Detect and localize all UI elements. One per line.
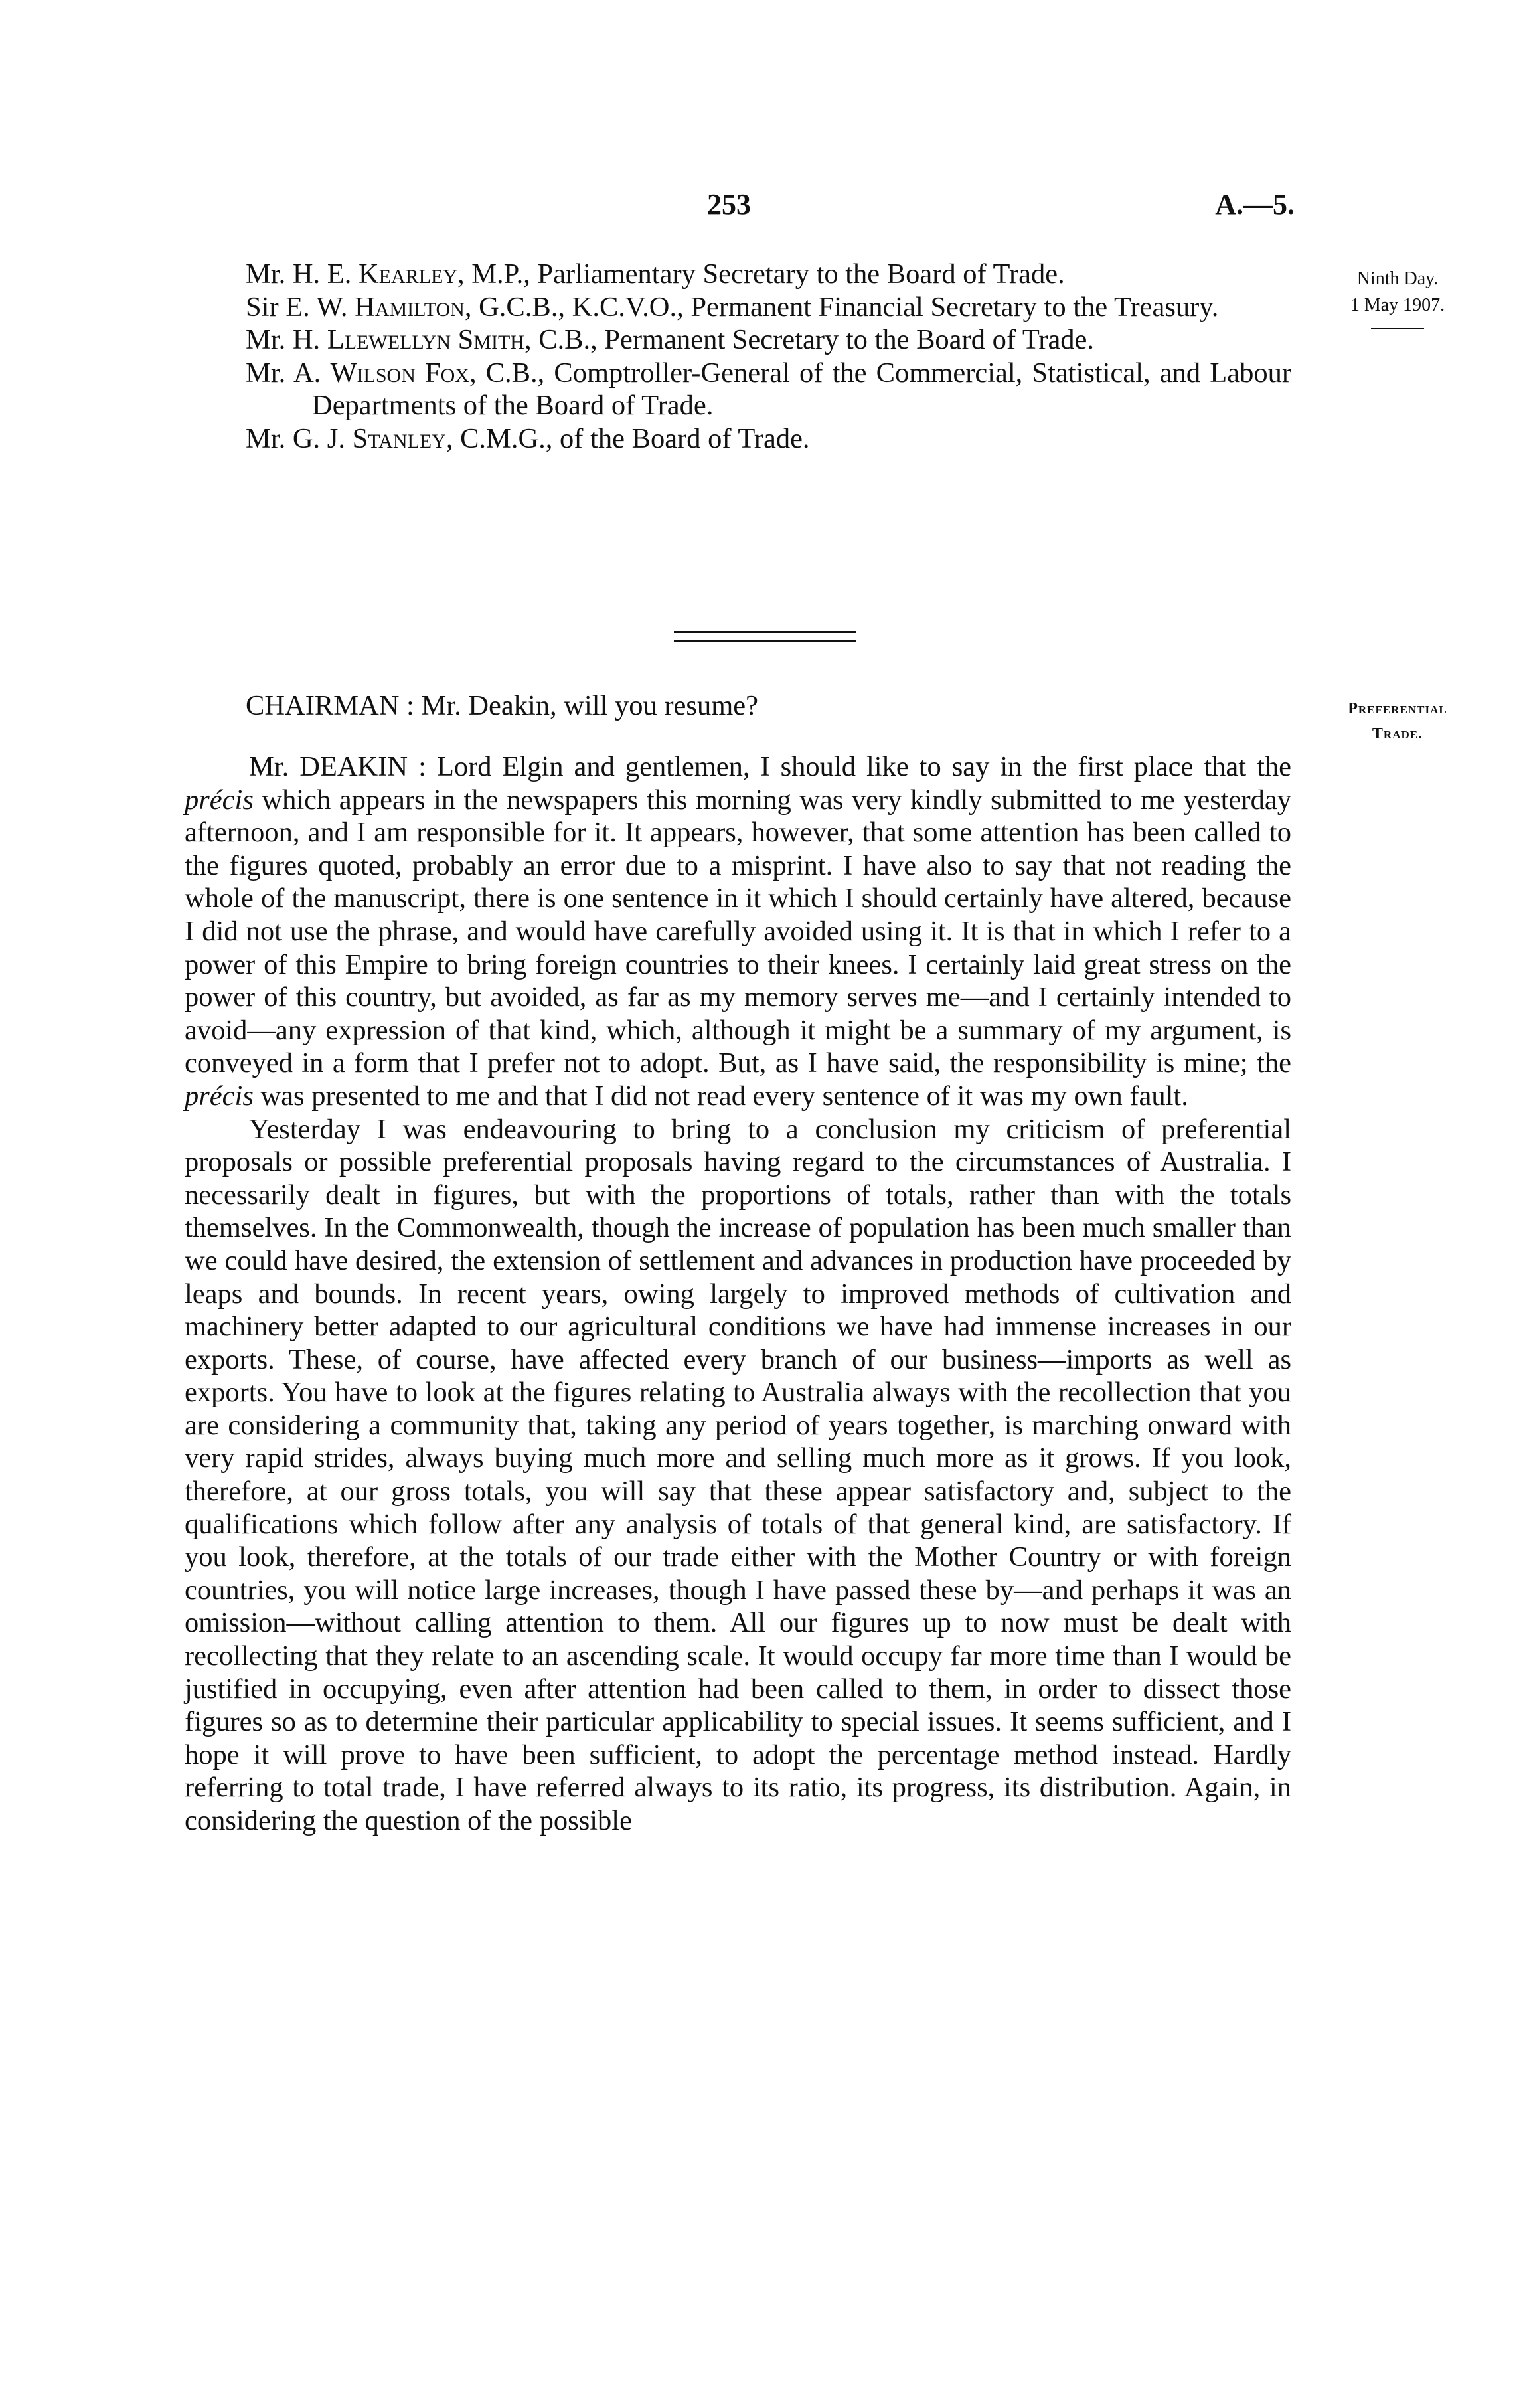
attendee-entry: Sir E. W. Hamilton, G.C.B., K.C.V.O., Permanent Financial Secretary to the Treasury. (246, 291, 1219, 323)
speech-paragraph-1: Mr. DEAKIN : Lord Elgin and gentlemen, I should like to say in the first place that the précis which appears in the newspapers this morning was very kindly submitted to me yesterday afternoon, and I am responsible for it. It appears, however, that some attention has been called to the figures quoted, probably an error due to a misprint. I have also to say that not reading the whole of the manuscript, there is one sentence in it which I should certainly have altered, because I did not use the phrase, and would have carefully avoided using it. It is that in which I refer to a power of this Empire to bring foreign countries to their knees. I certainly laid great stress on the power of this country, but avoided, as far as my memory serves me—and I certainly intended to avoid—any expression of that kind, which, although it might be a summary of my argument, is conveyed in a form that I prefer not to adopt. But, as I have said, the responsibility is mine; the précis was presented to me and that I did not read every sentence of it was my own fault. (185, 751, 1292, 1112)
margin-note-date (1324, 266, 1471, 329)
margin-topic-line1: Preferential (1348, 700, 1447, 717)
speech-paragraph-2: Yesterday I was endeavouring to bring to a conclusion my criticism of preferential proposals or possible preferential proposals having regard to the circumstances of Australia. I necessarily dealt in figures, but with the proportions of totals, rather than with the totals themselves. In the Commonwealth, though the increase of population has been much smaller than we could have desired, the extension of settlement and advances in production have proceeded by leaps and bounds. In recent years, owing largely to improved methods of cultivation and machinery better adapted to our agricultural conditions we have had immense increases in our exports. These, of course, have affected every branch of our business—imports as well as exports. You have to look at the figures relating to Australia always with the recollection that you are considering a community that, taking any period of years together, is marching onward with very rapid strides, always buying much more and selling much more as it grows. If you look, therefore, at our gross totals, you will say that these appear satisfactory and, subject to the qualifications which follow after any analysis of totals of that general kind, are satisfactory. If you look, therefore, at the totals of our trade either with the Mother Country or with foreign countries, you will notice large increases, though I have passed these by—and perhaps it was an omission—without calling attention to them. All our figures up to now must be dealt with recollecting that they relate to an ascending scale. It would occupy far more time than I would be justified in occupying, even after attention had been called to them, in order to dissect those figures so as to determine their particular applicability to special issues. It seems sufficient, and I hope it will prove to have been sufficient, to adopt the percentage method instead. Hardly referring to total trade, I have referred always to its ratio, its progress, its distribution. Again, in considering the question of the possible (185, 1113, 1291, 1836)
attendee-entry: Mr. H. Llewellyn Smith, C.B., Permanent Secretary to the Board of Trade. (246, 324, 1095, 356)
speech-body (185, 750, 1291, 1838)
attendee-name: Hamilton (355, 291, 465, 323)
margin-rule (1371, 328, 1424, 329)
page-header (246, 187, 1295, 227)
chairman-label: CHAIRMAN (246, 690, 400, 721)
italic-term: précis (185, 1080, 254, 1112)
page-number: 253 (707, 188, 751, 220)
margin-topic-line2: Trade. (1372, 725, 1423, 742)
speaker-label: Mr. DEAKIN (249, 751, 408, 782)
section-divider (674, 631, 856, 642)
attendee-entry: Mr. H. E. Kearley, M.P., Parliamentary Secretary to the Board of Trade. (246, 258, 1065, 290)
attendee-name: Kearley (359, 258, 458, 290)
margin-day: Ninth Day. (1356, 268, 1439, 289)
attendee-name: Llewellyn Smith (327, 324, 524, 356)
document-code: A.—5. (1215, 188, 1295, 220)
attendee-list (246, 258, 1291, 456)
chairman-text: Mr. Deakin, will you resume? (421, 690, 758, 721)
chairman-remark: CHAIRMAN : Mr. Deakin, will you resume? (246, 690, 758, 721)
margin-note-topic (1315, 696, 1481, 746)
attendee-entry: Mr. G. J. Stanley, C.M.G., of the Board of Trade. (246, 422, 810, 454)
italic-term: précis (185, 784, 254, 816)
attendee-name: Wilson Fox (330, 357, 469, 388)
attendee-entry: Mr. A. Wilson Fox, C.B., Comptroller-General of the Commercial, Statistical, and Labour Departments of the Board of Trade. (246, 357, 1291, 422)
margin-date: 1 May 1907. (1350, 295, 1445, 315)
attendee-name: Stanley (352, 422, 446, 454)
